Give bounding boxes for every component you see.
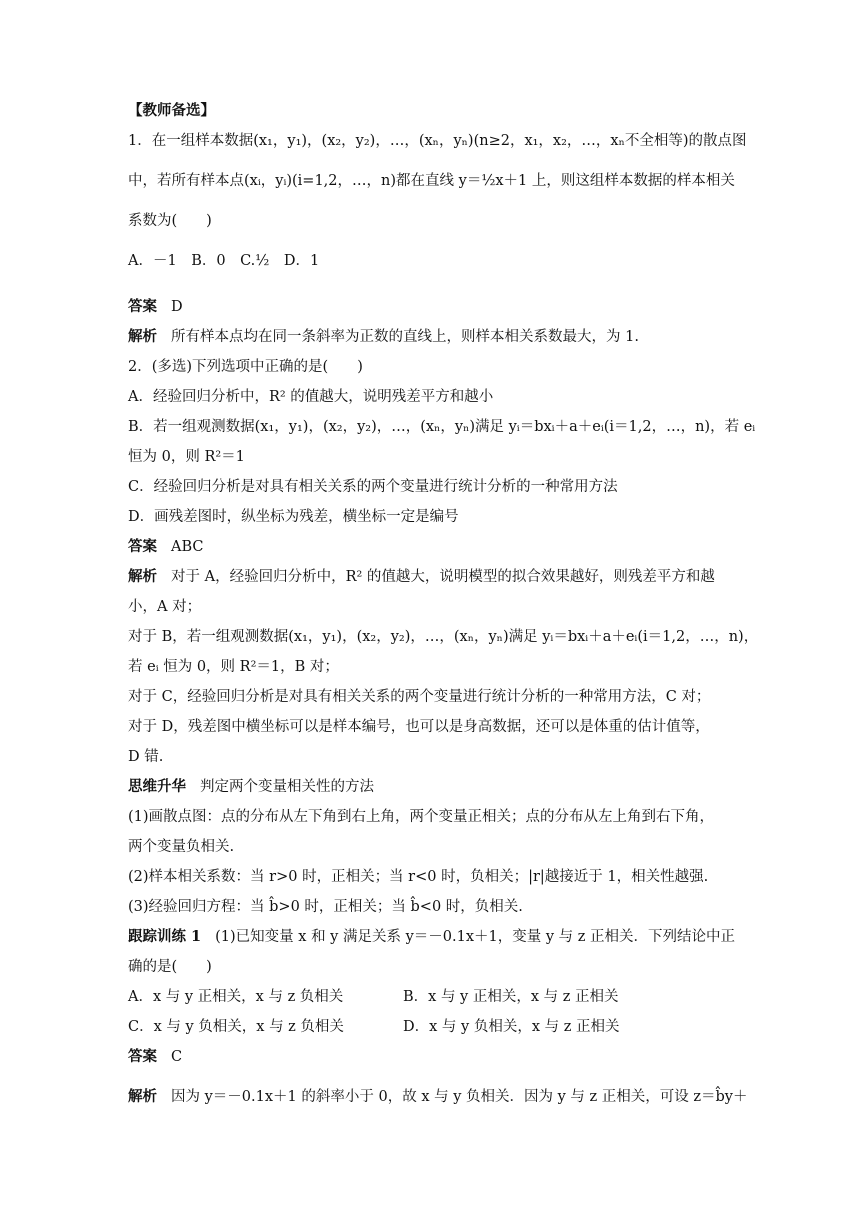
q2-analysis-line3: 对于 B，若一组观测数据(x₁，y₁)，(x₂，y₂)，…，(xₙ，yₙ)满足 yᵢ＝bxᵢ＋a＋eᵢ(i＝1,2，…，n)， <box>128 629 759 645</box>
practice-option-d: D．x 与 y 负相关，x 与 z 正相关 <box>403 1019 620 1035</box>
method-item-1-line1: (1)画散点图：点的分布从左下角到右上角，两个变量正相关；点的分布从左上角到右下角， <box>128 809 715 825</box>
section-title: 【教师备选】 <box>128 102 215 119</box>
practice-option-c: C．x 与 y 负相关，x 与 z 负相关 <box>128 1019 344 1035</box>
analysis-label: 解析 <box>128 328 157 345</box>
q2-option-c: C．经验回归分析是对具有相关关系的两个变量进行统计分析的一种常用方法 <box>128 479 618 495</box>
answer-value: ABC <box>171 539 204 555</box>
practice-option-a: A．x 与 y 正相关，x 与 z 负相关 <box>128 989 344 1005</box>
method-item-3: (3)经验回归方程：当 b̂>0 时，正相关；当 b̂<0 时，负相关. <box>128 899 523 915</box>
practice-line1 <box>128 922 736 952</box>
practice-options-row1 <box>128 982 736 1012</box>
q2-analysis-line4: 若 eᵢ 恒为 0，则 R²＝1，B 对； <box>128 659 339 675</box>
practice-text: (1)已知变量 x 和 y 满足关系 y＝－0.1x＋1，变量 y 与 z 正相关．下列结论中正 <box>215 929 736 945</box>
q2-option-b-line1: B．若一组观测数据(x₁，y₁)，(x₂，y₂)，…，(xₙ，yₙ)满足 yᵢ＝bxᵢ＋a＋eᵢ(i＝1,2，…，n)，若 eᵢ <box>128 419 756 435</box>
q1-answer <box>128 292 736 322</box>
q2-option-b-line2: 恒为 0，则 R²＝1 <box>128 449 245 465</box>
q2-option-a: A．经验回归分析中，R² 的值越大，说明残差平方和越小 <box>128 389 494 405</box>
analysis-text: 所有样本点均在同一条斜率为正数的直线上，则样本相关系数最大，为 1. <box>171 329 639 345</box>
answer-label: 答案 <box>128 1048 157 1065</box>
answer-value: D <box>171 299 183 315</box>
analysis-label: 解析 <box>128 1088 157 1105</box>
method-item-2: (2)样本相关系数：当 r>0 时，正相关；当 r<0 时，负相关；|r|越接近于 1，相关性越强. <box>128 869 709 885</box>
document-page <box>128 96 759 1112</box>
answer-value: C <box>171 1049 183 1065</box>
q2-analysis-line6: 对于 D，残差图中横坐标可以是样本编号，也可以是身高数据，还可以是体重的估计值等， <box>128 719 710 735</box>
q1-stem-line3: 系数为( ) <box>128 213 212 229</box>
answer-label: 答案 <box>128 298 157 315</box>
analysis-label: 解析 <box>128 568 157 585</box>
practice-options-row2 <box>128 1012 736 1042</box>
q2-analysis-line2: 小，A 对； <box>128 599 202 615</box>
q1-stem-line2: 中，若所有样本点(xᵢ，yᵢ)(i=1,2，…，n)都在直线 y＝½x＋1 上，则这组样本数据的样本相关 <box>128 173 735 189</box>
method-subtitle: 判定两个变量相关性的方法 <box>200 779 374 795</box>
method-title: 思维升华 <box>128 778 186 795</box>
q2-analysis-line5: 对于 C，经验回归分析是对具有相关关系的两个变量进行统计分析的一种常用方法，C 对； <box>128 689 711 705</box>
method-item-1-line2: 两个变量负相关. <box>128 839 235 855</box>
practice-option-b: B．x 与 y 正相关，x 与 z 正相关 <box>403 989 619 1005</box>
q2-option-d: D．画残差图时，纵坐标为残差，横坐标一定是编号 <box>128 509 459 525</box>
q1-stem-line1: 1．在一组样本数据(x₁，y₁)，(x₂，y₂)，…，(xₙ，yₙ)(n≥2，x₁，x₂，…，xₙ不全相等)的散点图 <box>128 133 747 149</box>
practice-analysis <box>128 1082 748 1112</box>
q1-analysis <box>128 322 736 352</box>
answer-label: 答案 <box>128 538 157 555</box>
q2-answer <box>128 532 736 562</box>
practice-title: 跟踪训练 1 <box>128 928 202 945</box>
q2-stem: 2．(多选)下列选项中正确的是( ) <box>128 359 363 375</box>
q2-analysis-line1 <box>128 562 736 592</box>
analysis-text: 对于 A，经验回归分析中，R² 的值越大，说明模型的拟合效果越好，则残差平方和越 <box>171 569 715 585</box>
q2-analysis-line7: D 错. <box>128 749 164 765</box>
practice-line2: 确的是( ) <box>128 959 212 975</box>
analysis-text: 因为 y＝－0.1x＋1 的斜率小于 0，故 x 与 y 负相关．因为 y 与 z 正相关，可设 z＝b̂y＋ <box>171 1089 748 1105</box>
practice-answer <box>128 1042 736 1072</box>
method-header <box>128 772 736 802</box>
q1-options: A．－1 B．0 C.½ D．1 <box>128 253 320 269</box>
